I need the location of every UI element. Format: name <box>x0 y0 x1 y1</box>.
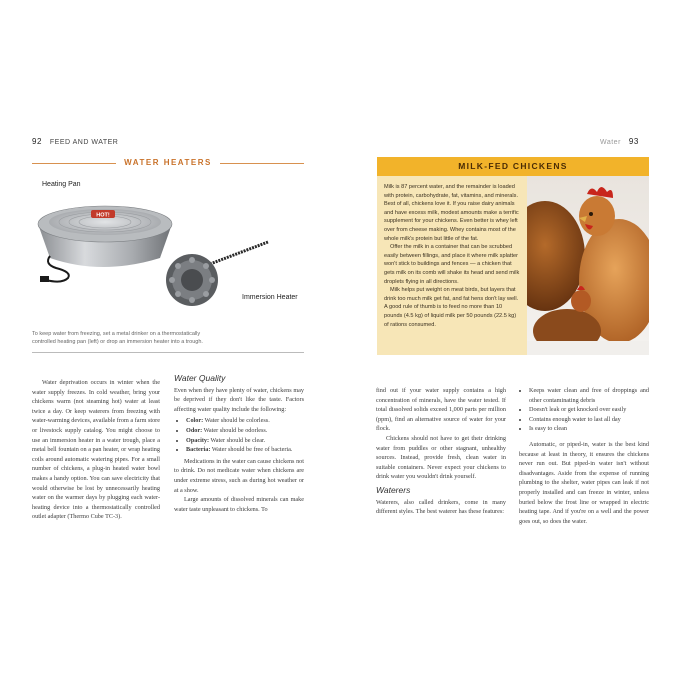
caption-line-1: To keep water from freezing, set a metal drinker on a thermostatically <box>32 331 201 337</box>
caption-rule <box>32 352 304 353</box>
waterer-features-list <box>519 386 649 434</box>
body-paragraph: Water deprivation occurs in winter when the water supply freezes. In cold weather, bring your chickens warm (not steaming hot) water at least twice a day. Or keep waterers from freezing with water-warming devices, available from a farm store or livestock supply catalog. You might choose to use an immersion heater in a water trough, place a metal bell fountain on a pan heater, or wrap heating coils around automatic watering pipes. For a small number of chickens, a plug-in heated water bowl makes a handy option. You can save electricity that would otherwise be lost by unnecessarily heating water on the warmer days by plugging each water-heating device into a thermostatically controlled outlet adapter (Thermo Cube TC-3). <box>32 379 160 521</box>
heater-illustration <box>32 190 304 330</box>
left-page-number: 92 <box>32 137 42 146</box>
right-column-1 <box>376 386 506 517</box>
chickens-photo <box>527 176 649 355</box>
heating-pan-label: Heating Pan <box>42 181 81 188</box>
list-item: • Contains enough water to last all day <box>529 415 649 425</box>
list-term: Color: <box>186 417 204 425</box>
sidebar-paragraph: Milk helps put weight on meat birds, but layers that drink too much milk get fat, and fat hens don't lay well. A good rule of thumb is to feed no more than 10 pounds (4.5 kg) of liquid milk per 50 pounds (22.5 kg) of rations consumed. <box>384 287 519 328</box>
list-text: Water should be odorless. <box>202 426 268 434</box>
list-item: • Is easy to clean <box>529 424 649 434</box>
list-term: Odor: <box>186 426 203 434</box>
list-term: Bacteria: <box>186 446 211 454</box>
left-running-head-text: FEED AND WATER <box>49 139 119 146</box>
milk-fed-header <box>377 157 649 176</box>
sidebar-paragraph: Offer the milk in a container that can be scrubbed easily between fillings, and place it where milk splatter won't stick to buildings and fences — a chicken that gets milk on its comb will shake its head and send milk droplets flying in all directions. <box>384 244 520 285</box>
list-term: Opacity: <box>186 436 210 444</box>
list-item <box>186 426 304 436</box>
right-page-number: 93 <box>628 137 639 146</box>
water-quality-subhead: Water Quality <box>174 373 226 383</box>
body-paragraph: Large amounts of dissolved minerals can make water taste unpleasant to chickens. To <box>174 496 304 513</box>
list-item <box>186 416 304 426</box>
heating-pan-image <box>38 206 172 282</box>
body-paragraph: Medications in the water can cause chickens not to drink. Do not medicate water when chickens are under extreme stress, such as during hot weather or at a show. <box>174 457 304 494</box>
water-heaters-heading <box>32 156 304 170</box>
body-paragraph: Waterers, also called drinkers, come in many different styles. The best waterer has these features: <box>376 498 506 516</box>
list-text: Water should be free of bacteria. <box>210 446 293 454</box>
right-column-2 <box>519 386 649 526</box>
right-running-head <box>600 137 639 146</box>
milk-fed-title: MILK-FED CHICKENS <box>458 161 568 171</box>
list-item: • Keeps water clean and free of droppings and other contaminating debris <box>529 386 649 405</box>
figure-caption <box>32 330 304 346</box>
left-column-1 <box>32 378 160 522</box>
water-quality-intro: Even when they have plenty of water, chickens may be deprived if they don't like the taste. Factors affecting water quality include the following: <box>174 386 304 413</box>
sidebar-paragraph: Milk is 87 percent water, and the remainder is loaded with protein, carbohydrate, fat, vitamins, and minerals. Best of all, chickens love it. If you raise dairy animals and have excess milk, modest amounts make a terrific supplement for your chickens. Even better is whey left over from cheese making. Whey contains most of the whole milk's protein but little of the fat. <box>384 184 519 242</box>
hot-sticker-text: HOT! <box>96 212 110 219</box>
body-paragraph: Chickens should not have to get their drinking water from puddles or other stagnant, unhealthy sources. Instead, provide fresh, clean water in suitable containers. Never expect your chickens to drink water you wouldn't drink yourself. <box>376 434 506 481</box>
water-heaters-title: WATER HEATERS <box>124 158 212 167</box>
list-text: Water should be clear. <box>209 436 266 444</box>
heading-rule-right <box>220 163 304 164</box>
left-column-2 <box>174 374 304 514</box>
caption-line-2: controlled heating pan (left) or drop an immersion heater into a trough. <box>32 339 203 345</box>
list-item <box>186 445 304 455</box>
list-text: Water should be colorless. <box>203 417 270 425</box>
water-quality-list <box>174 416 304 454</box>
immersion-heater-label: Immersion Heater <box>242 294 298 301</box>
right-running-head-text: Water <box>600 139 621 146</box>
body-paragraph: find out if your water supply contains a high concentration of minerals, have the water tested. If total dissolved solids exceed 1,000 parts per million (ppm), find an alternative source of water for your flock. <box>376 387 506 433</box>
body-paragraph: Automatic, or piped-in, water is the best kind because at least in theory, it ensures the chickens never run out. But piped-in water isn't without disadvantages. Aside from the expense of running plumbing to the shelter, water pipes can leak if not properly installed and can freeze in winter, unless buried below the frost line or wrapped in electric heating tape. And if you're on a well and the power goes out, so does the water. <box>519 440 649 525</box>
waterers-subhead: Waterers <box>376 484 411 495</box>
list-item <box>186 436 304 446</box>
milk-fed-text <box>384 183 520 329</box>
left-running-head <box>32 137 118 146</box>
list-item: • Doesn't leak or get knocked over easily <box>529 405 649 415</box>
